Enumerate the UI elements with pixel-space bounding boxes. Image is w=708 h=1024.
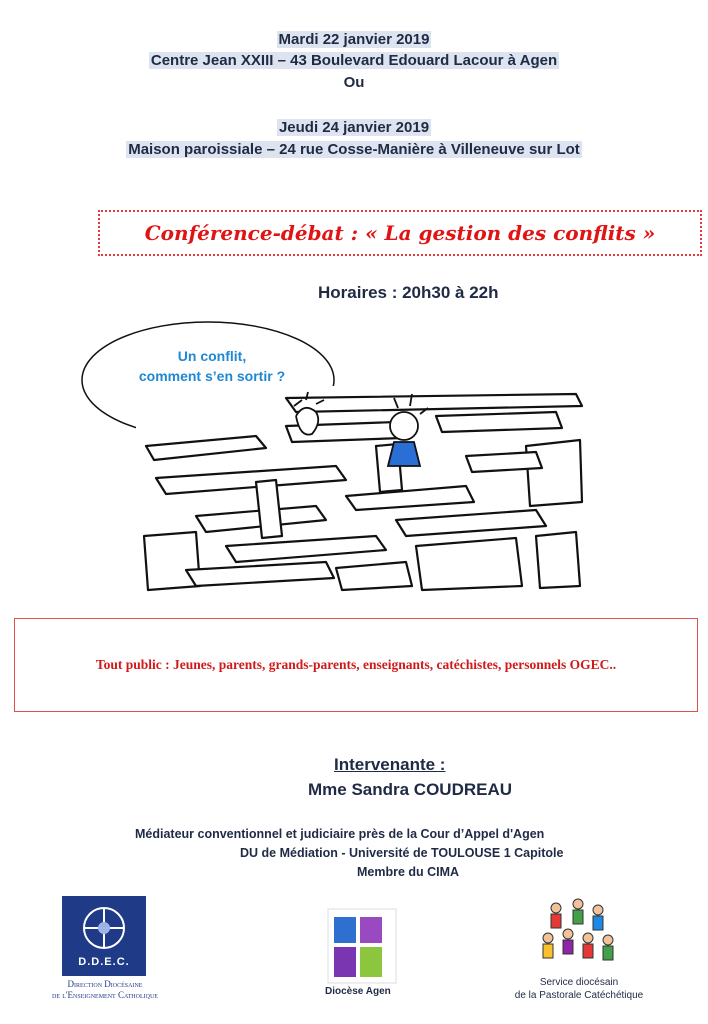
service-line1: Service diocésain	[539, 977, 619, 988]
title-box	[98, 210, 702, 256]
conference-title: Conférence-débat : « La gestion des conflits »	[144, 221, 656, 245]
intervenante-label: Intervenante :	[334, 755, 446, 774]
ddec-caption	[34, 979, 176, 1001]
speaker-name: Mme Sandra COUDREAU	[308, 780, 513, 799]
service-caption	[494, 976, 664, 1002]
children-group-icon	[536, 894, 618, 972]
ddec-emblem-icon	[62, 896, 146, 956]
ddec-caption-line1: Direction Diocésaine	[67, 979, 143, 989]
credential-3: Membre du CIMA	[357, 865, 460, 879]
horaires: Horaires : 20h30 à 22h	[318, 283, 499, 302]
event1-date: Mardi 22 janvier 2019	[278, 31, 430, 48]
bubble-text	[112, 346, 312, 386]
bubble-line1: Un conflit,	[177, 348, 247, 364]
ddec-letters: D.D.E.C.	[78, 956, 130, 968]
separator: Ou	[343, 74, 365, 91]
event1-place: Centre Jean XXIII – 43 Boulevard Edouard Lacour à Agen	[150, 52, 558, 69]
event1-place-line	[0, 51, 708, 70]
public-box	[14, 618, 698, 712]
event2-place: Maison paroissiale – 24 rue Cosse-Manière à Villeneuve sur Lot	[128, 141, 580, 158]
bubble-line2: comment s’en sortir ?	[138, 368, 286, 384]
event2-place-line	[0, 140, 708, 159]
maze-illustration	[136, 386, 586, 596]
service-line2: de la Pastorale Catéchétique	[514, 990, 644, 1001]
diocese-label: Diocèse Agen	[325, 986, 391, 997]
event2-date-line	[0, 118, 708, 137]
credential-2: DU de Médiation - Université de TOULOUSE 1 Capitole	[240, 846, 564, 860]
ddec-caption-line2: de l'Enseignement Catholique	[52, 990, 158, 1000]
event2-date: Jeudi 24 janvier 2019	[278, 119, 430, 136]
public-text: Tout public : Jeunes, parents, grands-parents, enseignants, catéchistes, personnels OGEC..	[95, 657, 617, 672]
credential-1: Médiateur conventionnel et judiciaire près de la Cour d’Appel d'Agen	[135, 827, 545, 841]
diocese-logo-icon	[326, 907, 398, 985]
event1-date-line	[0, 30, 708, 49]
